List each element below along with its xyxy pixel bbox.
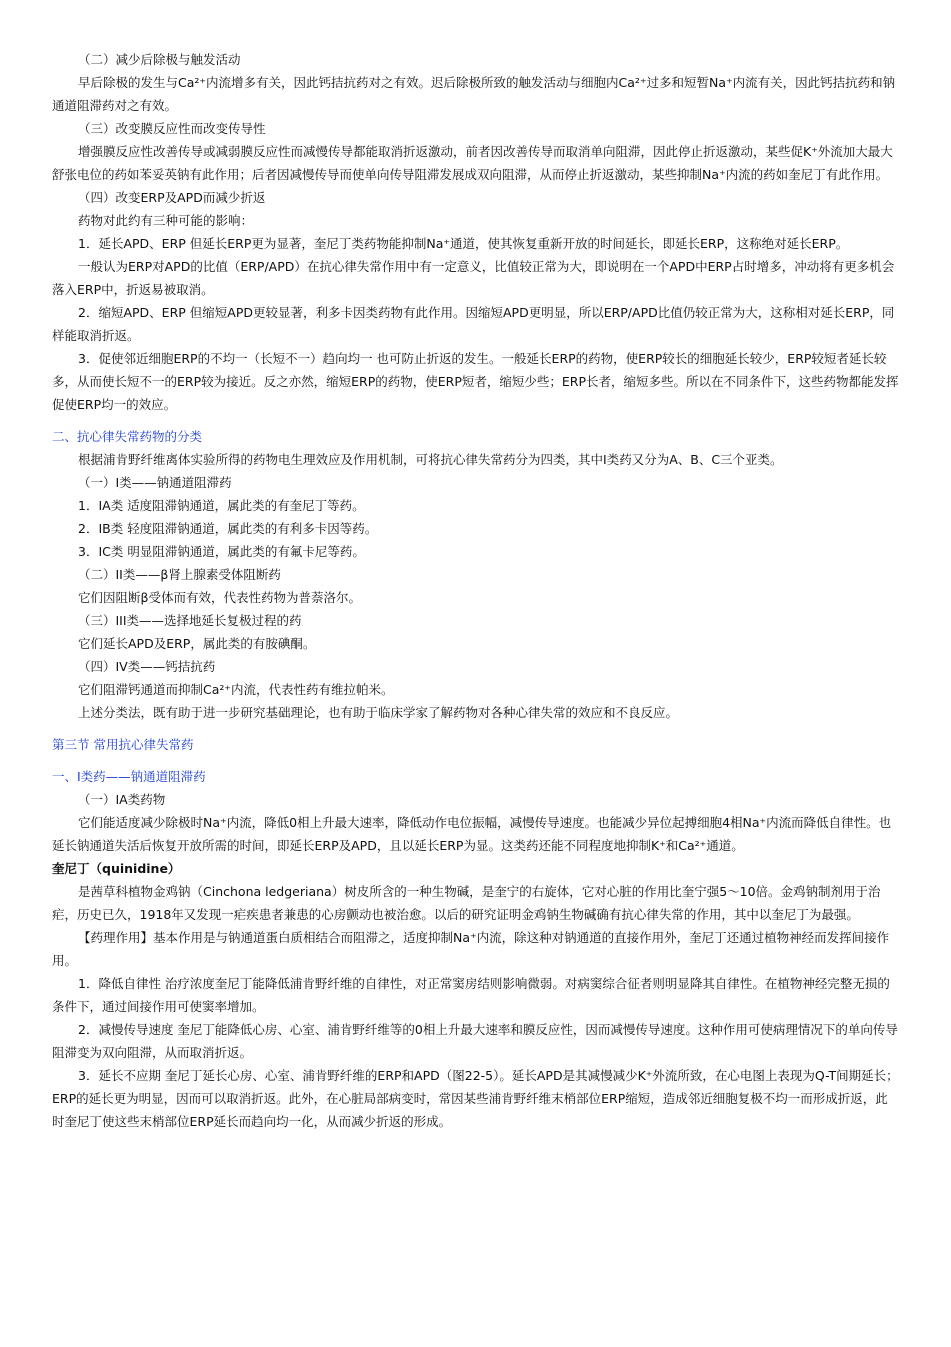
paragraph: 它们阻滞钙通道而抑制Ca²⁺内流，代表性药有维拉帕米。 — [78, 682, 394, 697]
paragraph: （二）II类——β肾上腺素受体阻断药 — [78, 567, 281, 582]
paragraph: （四）改变ERP及APD而减少折返 — [78, 190, 266, 205]
paragraph: 3．IC类 明显阻滞钠通道，属此类的有氟卡尼等药。 — [78, 544, 365, 559]
paragraph: 1．IA类 适度阻滞钠通道，属此类的有奎尼丁等药。 — [78, 498, 365, 513]
paragraph: （一）IA类药物 — [78, 792, 166, 807]
document-body — [52, 48, 899, 1133]
paragraph: 2．IB类 轻度阻滞钠通道，属此类的有利多卡因等药。 — [78, 521, 378, 536]
paragraph: （三）III类——选择地延长复极过程的药 — [78, 613, 302, 628]
paragraph: 药物对此约有三种可能的影响： — [78, 213, 254, 228]
paragraph: 2．缩短APD、ERP 但缩短APD更较显著，利多卡因类药物有此作用。因缩短APD更明显，所以ERP/APD比值仍较正常为大，这称相对延长ERP，同样能取消折返。 — [52, 305, 895, 343]
paragraph: 上述分类法，既有助于进一步研究基础理论，也有助于临床学家了解药物对各种心律失常的效应和不良反应。 — [78, 705, 679, 720]
paragraph: 1．降低自律性 治疗浓度奎尼丁能降低浦肯野纤维的自律性，对正常窦房结则影响微弱。对病窦综合征者则明显降其自律性。在植物神经完整无损的条件下，通过间接作用可使窦率增加。 — [52, 976, 890, 1014]
paragraph: 它们延长APD及ERP，属此类的有胺碘酮。 — [78, 636, 316, 651]
paragraph: 它们能适度减少除极时Na⁺内流，降低0相上升最大速率，降低动作电位振幅，减慢传导速度。也能减少异位起搏细胞4相Na⁺内流而降低自律性。也延长钠通道失活后恢复开放所需的时间，即延长ERP及APD，且以延长ERP为显。这类药还能不同程度地抑制K⁺和Ca²⁺通道。 — [52, 815, 892, 853]
paragraph: 它们因阻断β受体而有效，代表性药物为普萘洛尔。 — [78, 590, 361, 605]
section-heading: 第三节 常用抗心律失常药 — [52, 737, 194, 752]
paragraph: 一般认为ERP对APD的比值（ERP/APD）在抗心律失常作用中有一定意义，比值较正常为大，即说明在一个APD中ERP占时增多，冲动将有更多机会落入ERP中，折返易被取消。 — [52, 259, 895, 297]
paragraph: 是茜草科植物金鸡钠（Cinchona ledgeriana）树皮所含的一种生物碱，是奎宁的右旋体，它对心脏的作用比奎宁强5～10倍。金鸡钠制剂用于治疟，历史已久，1918年又发现一疟疾患者兼患的心房颤动也被治愈。以后的研究证明金鸡钠生物碱确有抗心律失常的作用，其中以奎尼丁为最强。 — [52, 884, 881, 922]
paragraph: （三）改变膜反应性而改变传导性 — [78, 121, 266, 136]
paragraph: 根据浦肯野纤维离体实验所得的药物电生理效应及作用机制，可将抗心律失常药分为四类，其中I类药又分为A、B、C三个亚类。 — [78, 452, 783, 467]
drug-heading: 奎尼丁（quinidine） — [52, 861, 181, 876]
paragraph: 3．延长不应期 奎尼丁延长心房、心室、浦肯野纤维的ERP和APD（图22-5）。延长APD是其减慢减少K⁺外流所致，在心电图上表现为Q-T间期延长；ERP的延长更为明显，因而可以取消折返。此外，在心脏局部病变时，常因某些浦肯野纤维末梢部位ERP缩短，造成邻近细胞复极不均一而形成折返，此时奎尼丁使这些末梢部位ERP延长而趋向均一化，从而减少折返的形成。 — [52, 1068, 899, 1129]
section-heading: 二、抗心律失常药物的分类 — [52, 429, 203, 444]
paragraph: 增强膜反应性改善传导或减弱膜反应性而减慢传导都能取消折返激动，前者因改善传导而取消单向阻滞，因此停止折返激动，某些促K⁺外流加大最大舒张电位的药如苯妥英钠有此作用；后者因减慢传导而使单向传导阻滞发展成双向阻滞，从而停止折返激动，某些抑制Na⁺内流的药如奎尼丁有此作用。 — [52, 144, 893, 182]
paragraph: 早后除极的发生与Ca²⁺内流增多有关，因此钙拮抗药对之有效。迟后除极所致的触发活动与细胞内Ca²⁺过多和短暂Na⁺内流有关，因此钙拮抗药和钠通道阻滞药对之有效。 — [52, 75, 896, 113]
paragraph: （一）I类——钠通道阻滞药 — [78, 475, 232, 490]
paragraph: 1．延长APD、ERP 但延长ERP更为显著，奎尼丁类药物能抑制Na⁺通道，使其恢复重新开放的时间延长，即延长ERP，这称绝对延长ERP。 — [78, 236, 849, 251]
section-heading: 一、I类药——钠通道阻滞药 — [52, 769, 206, 784]
paragraph: 【药理作用】基本作用是与钠通道蛋白质相结合而阻滞之，适度抑制Na⁺内流，除这种对钠通道的直接作用外，奎尼丁还通过植物神经而发挥间接作用。 — [52, 930, 890, 968]
paragraph: （四）IV类——钙拮抗药 — [78, 659, 216, 674]
paragraph: 2．减慢传导速度 奎尼丁能降低心房、心室、浦肯野纤维等的0相上升最大速率和膜反应性，因而减慢传导速度。这种作用可使病理情况下的单向传导阻滞变为双向阻滞，从而取消折返。 — [52, 1022, 898, 1060]
paragraph: 3．促使邻近细胞ERP的不均一（长短不一）趋向均一 也可防止折返的发生。一般延长ERP的药物，使ERP较长的细胞延长较少，ERP较短者延长较多，从而使长短不一的ERP较为接近。反之亦然，缩短ERP的药物，使ERP短者，缩短少些；ERP长者，缩短多些。所以在不同条件下，这些药物都能发挥促使ERP均一的效应。 — [52, 351, 899, 412]
paragraph: （二）减少后除极与触发活动 — [78, 52, 241, 67]
